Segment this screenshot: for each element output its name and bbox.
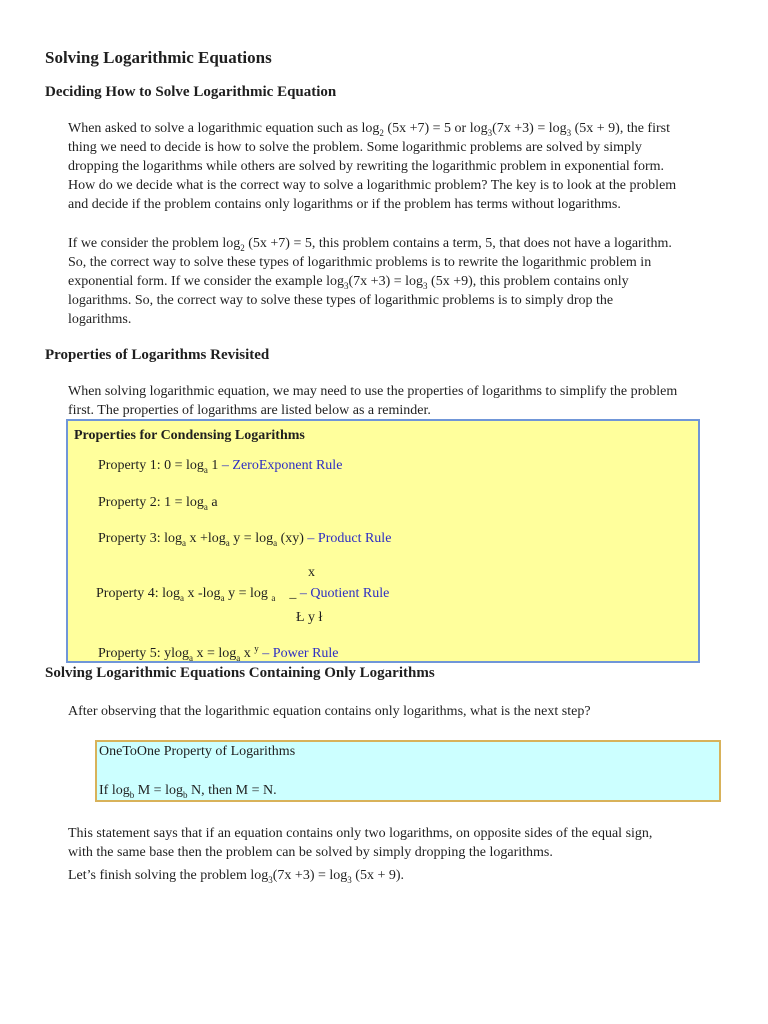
property-1-rule: – ZeroExponent Rule — [221, 458, 343, 473]
paragraph-line: with the same base then the problem can be solved by simply dropping the logarithms. — [68, 845, 553, 860]
property-4-numerator: x — [308, 565, 315, 580]
property-5-formula: Property 5: ylog$_a$ $x = \log_a x$ $^y$ — [98, 643, 259, 663]
paragraph-explanation — [68, 824, 652, 862]
paragraph-line: dropping the logarithms while others are solved by rewriting the logarithmic problem in exponential form. — [68, 159, 665, 174]
property-4-formula: Property 4: $\log_a x$ $-\log_a$ y = log $_a$ _ — [96, 586, 297, 603]
paragraph-line: How do we decide what is the correct way to solve a logarithmic problem? The key is to look at the problem — [68, 178, 677, 193]
property-3-row — [98, 531, 391, 547]
paragraph-deciding-1 — [68, 119, 676, 214]
property-1-formula: Property 1: $0 = \log_a 1$ — [98, 458, 219, 475]
paragraph-line: logarithms. — [68, 312, 132, 327]
paragraph-question — [68, 702, 591, 721]
paragraph-line: This statement says that if an equation contains only two logarithms, on opposite sides of the equal sign, — [68, 826, 653, 841]
paragraph-line: thing we need to decide is how to solve the problem. Some logarithmic problems are solved by simply — [68, 140, 642, 155]
paragraph-line: Let’s finish solving the problem $\log_3(7x +3) = \log_3 (5x + 9)$. — [68, 868, 405, 885]
one-to-one-box-title: OneToOne Property of Logarithms — [99, 744, 296, 759]
section-heading-deciding: Deciding How to Solve Logarithmic Equation — [45, 84, 337, 100]
paragraph-properties-intro — [68, 382, 677, 420]
section-heading-solving: Solving Logarithmic Equations Containing Only Logarithms — [45, 665, 435, 681]
property-3-formula: Property 3: $\log_a x +\log_a$ $y = \log_a (xy)$ — [98, 531, 304, 548]
property-4-rule: – Quotient Rule — [299, 586, 390, 601]
property-4-row — [96, 586, 389, 602]
paragraph-line: When asked to solve a logarithmic equation such as $\log_2 (5x +7) = 5$ or $\log_3(7x +3) = \log_3 (5x + 9)$, the first — [68, 121, 670, 138]
paragraph-line: After observing that the logarithmic equation contains only logarithms, what is the next step? — [68, 704, 591, 719]
one-to-one-box-statement: If $\log_b M = \log_b N$, then M = N. — [99, 783, 277, 800]
paragraph-line: and decide if the problem contains only logarithms or if the problem has terms without logarithms. — [68, 197, 621, 212]
paragraph-final — [68, 866, 404, 885]
paragraph-line: first. The properties of logarithms are listed below as a reminder. — [68, 403, 431, 418]
property-2-row — [98, 495, 218, 511]
paragraph-line: logarithms. So, the correct way to solve these types of logarithmic problems is to simply drop the — [68, 293, 614, 308]
paragraph-line: If we consider the problem $\log_2 (5x +7) = 5$, this problem contains a term, 5, that does not have a logarithm. — [68, 236, 672, 253]
property-1-row — [98, 458, 342, 474]
paragraph-line: So, the correct way to solve these types of logarithmic problems is to rewrite the logarithmic problem in — [68, 255, 652, 270]
paragraph-line: exponential form. If we consider the example $\log_3(7x +3) = \log_3 (5x +9)$, this problem contains only — [68, 274, 629, 291]
property-5-rule: – Power Rule — [262, 646, 339, 661]
paragraph-deciding-2 — [68, 234, 672, 329]
properties-box-title: Properties for Condensing Logarithms — [74, 428, 305, 443]
document-title: Solving Logarithmic Equations — [45, 48, 272, 67]
section-heading-properties: Properties of Logarithms Revisited — [45, 347, 270, 363]
paragraph-line: When solving logarithmic equation, we may need to use the properties of logarithms to simplify the problem — [68, 384, 678, 399]
property-5-row — [98, 643, 339, 663]
properties-box — [66, 419, 700, 663]
property-4-denominator: Ł y ł — [296, 610, 323, 625]
property-3-rule: – Product Rule — [307, 531, 392, 546]
one-to-one-box — [95, 740, 721, 802]
property-2-formula: Property 2: $1 = \log_a a$ — [98, 495, 218, 512]
